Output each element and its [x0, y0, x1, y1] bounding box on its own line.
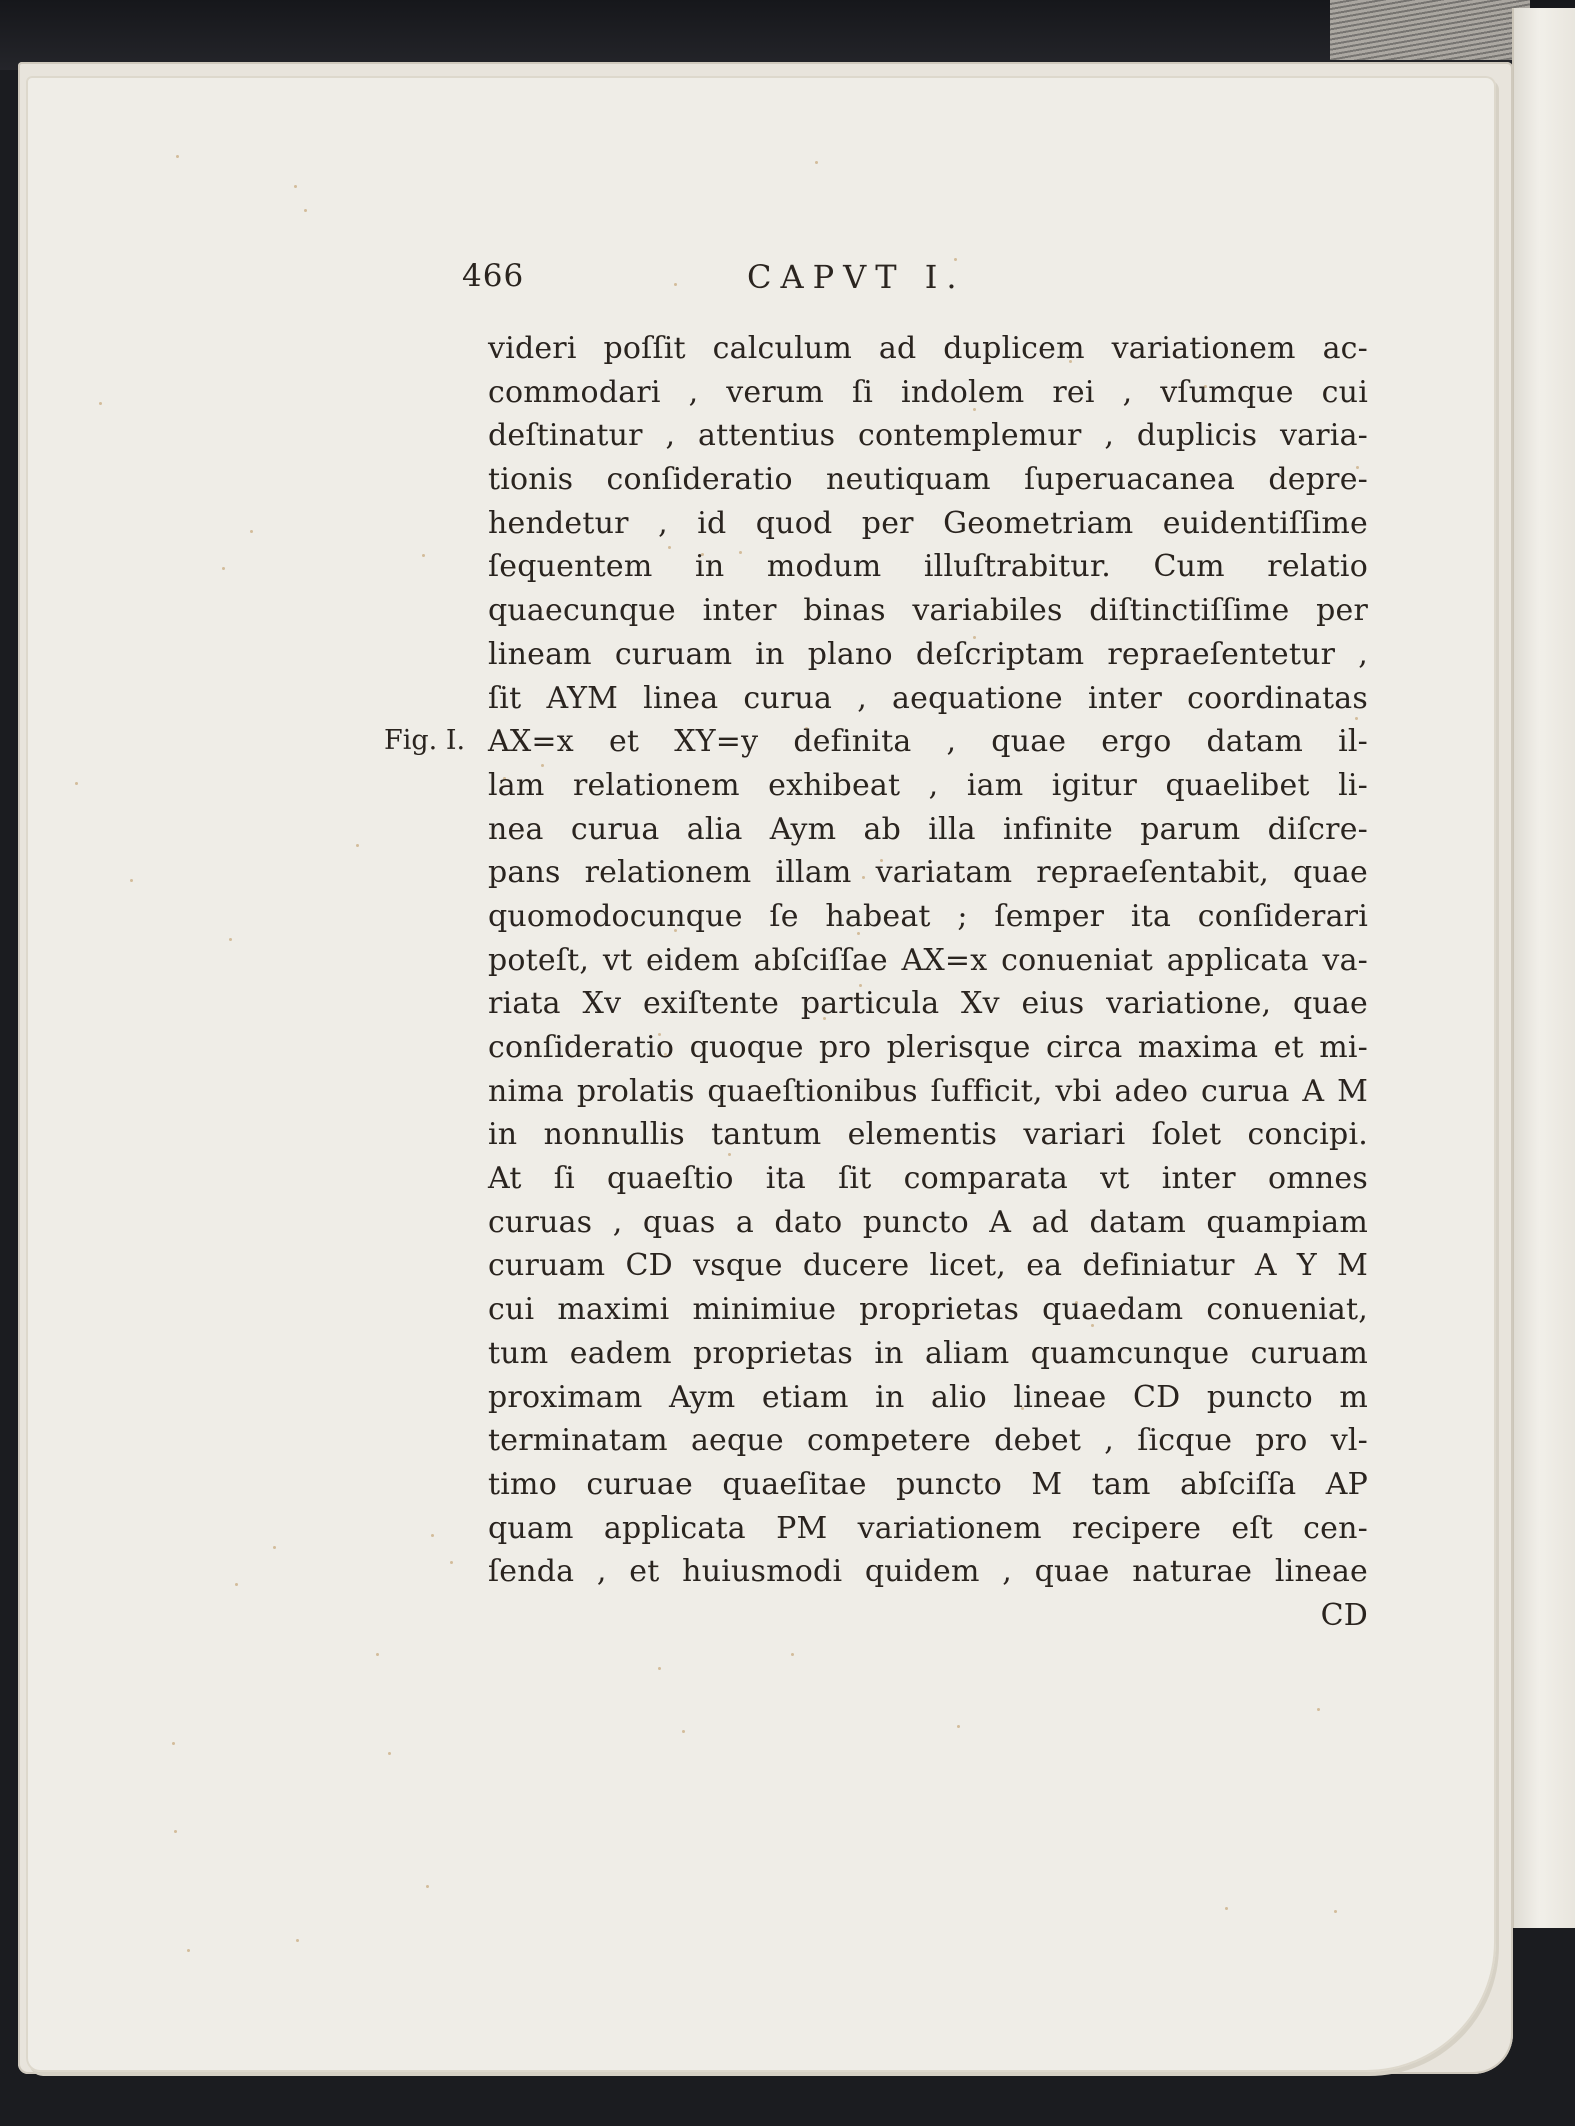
- paper-speck: [1334, 1910, 1337, 1913]
- paper-speck: [99, 402, 102, 405]
- paper-speck: [250, 530, 253, 533]
- text-line: poteſt, vt eidem abſciſſae AX=x conueniat applicata va-: [488, 942, 1368, 978]
- text-line: tum eadem proprietas in aliam quamcunque curuam: [488, 1335, 1368, 1371]
- paper-speck: [422, 554, 425, 557]
- facing-page-edge: [1512, 8, 1575, 1928]
- paper-speck: [682, 1730, 685, 1733]
- paper-speck: [1317, 1708, 1320, 1711]
- text-line: ſequentem in modum illuſtrabitur. Cum relatio: [488, 549, 1368, 585]
- text-line: ſenda , et huiusmodi quidem , quae naturae lineae: [488, 1554, 1368, 1590]
- text-line: quaecunque inter binas variabiles diſtinctiſſime per: [488, 593, 1368, 629]
- paper-speck: [431, 1534, 434, 1537]
- text-line: At ſi quaeſtio ita ſit comparata vt inter omnes: [488, 1161, 1368, 1197]
- paper-speck: [658, 1667, 661, 1670]
- text-line: commodari , verum ſi indolem rei , vſumque cui: [488, 374, 1368, 410]
- text-line: lam relationem exhibeat , iam igitur quaelibet li-: [488, 767, 1368, 803]
- paper-speck: [957, 1725, 960, 1728]
- text-line: terminatam aeque competere debet , ſicque pro vl-: [488, 1423, 1368, 1459]
- paper-speck: [222, 567, 225, 570]
- paper-speck: [172, 1742, 175, 1745]
- text-line: lineam curuam in plano deſcriptam repraeſentetur ,: [488, 636, 1368, 672]
- text-line: quomodocunque ſe habeat ; ſemper ita conſiderari: [488, 898, 1368, 934]
- text-line: riata Xv exiſtente particula Xv eius variatione, quae: [488, 986, 1368, 1022]
- text-line: proximam Aym etiam in alio lineae CD puncto m: [488, 1379, 1368, 1415]
- paper-speck: [235, 1583, 238, 1586]
- paper-speck: [187, 1949, 190, 1952]
- paper-speck: [174, 1830, 177, 1833]
- body-text: [488, 327, 1368, 1638]
- text-line: ſit AYM linea curua , aequatione inter coordinatas: [488, 680, 1368, 716]
- text-line: timo curuae quaeſitae puncto M tam abſciſſa AP: [488, 1466, 1368, 1502]
- paper-speck: [376, 1653, 379, 1656]
- running-head: [462, 258, 1362, 308]
- paper-speck: [791, 1653, 794, 1656]
- text-line: cui maximi minimiue proprietas quaedam conueniat,: [488, 1292, 1368, 1328]
- paper-speck: [176, 155, 179, 158]
- paper-speck: [75, 782, 78, 785]
- paper-speck: [296, 1939, 299, 1942]
- paper-speck: [304, 209, 307, 212]
- paper-speck: [229, 938, 232, 941]
- paper-speck: [815, 161, 818, 164]
- text-line: nea curua alia Aym ab illa infinite parum diſcre-: [488, 811, 1368, 847]
- paper-speck: [450, 1561, 453, 1564]
- catchword: CD: [1320, 1597, 1368, 1633]
- paper-speck: [1225, 1907, 1228, 1910]
- paper-speck: [273, 1546, 276, 1549]
- text-line: videri poſſit calculum ad duplicem variationem ac-: [488, 331, 1368, 366]
- figure-reference: Fig. I.: [384, 725, 466, 756]
- text-line: tionis conſideratio neutiquam ſuperuacanea depre-: [488, 462, 1368, 498]
- text-line: hendetur , id quod per Geometriam euidentiſſime: [488, 505, 1368, 541]
- text-line: quam applicata PM variationem recipere eſt cen-: [488, 1510, 1368, 1546]
- paper-speck: [426, 1885, 429, 1888]
- text-line: curuas , quas a dato puncto A ad datam quampiam: [488, 1204, 1368, 1240]
- text-line: conſideratio quoque pro plerisque circa maxima et mi-: [488, 1030, 1368, 1065]
- chapter-title: CAPVT I.: [747, 258, 966, 296]
- text-line: deſtinatur , attentius contemplemur , duplicis varia-: [488, 418, 1368, 454]
- text-line: nima prolatis quaeſtionibus ſufficit, vbi adeo curua A M: [488, 1073, 1368, 1109]
- page-number: 466: [462, 258, 525, 294]
- paper-speck: [388, 1752, 391, 1755]
- paper-speck: [130, 879, 133, 882]
- paper-speck: [294, 185, 297, 188]
- page-edges: [1330, 0, 1530, 60]
- text-line: pans relationem illam variatam repraeſentabit, quae: [488, 855, 1368, 891]
- text-line: in nonnullis tantum elementis variari ſolet concipi.: [488, 1117, 1368, 1153]
- text-line: AX=x et XY=y definita , quae ergo datam il-: [488, 724, 1368, 760]
- paper-speck: [356, 844, 359, 847]
- text-line: curuam CD vsque ducere licet, ea definiatur A Y M: [488, 1248, 1368, 1284]
